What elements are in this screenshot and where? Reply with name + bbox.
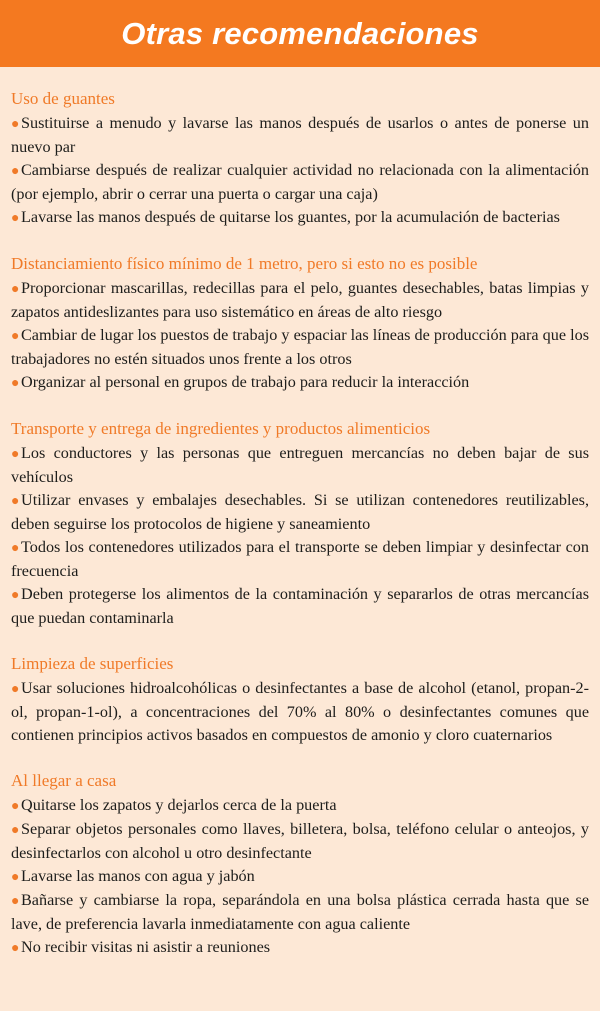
section-heading: Limpieza de superficies: [11, 654, 174, 673]
bullet-dot-icon: ●: [11, 799, 20, 814]
list-item-text: Los conductores y las personas que entreguen mercancías no deben bajar de sus vehículos: [11, 444, 589, 486]
list-item: [11, 865, 589, 889]
bullet-dot-icon: ●: [11, 447, 20, 462]
list-item: [11, 277, 589, 324]
list-item: [11, 159, 589, 206]
bullet-list: [11, 442, 589, 630]
bullet-list: [11, 794, 589, 960]
bullet-list: [11, 112, 589, 230]
bullet-dot-icon: ●: [11, 117, 20, 132]
section-heading: Uso de guantes: [11, 89, 115, 108]
list-item: [11, 442, 589, 489]
list-item: [11, 583, 589, 630]
section-heading: Transporte y entrega de ingredientes y productos alimenticios: [11, 419, 431, 438]
bullet-dot-icon: ●: [11, 211, 20, 226]
bullet-dot-icon: ●: [11, 164, 20, 179]
list-item-text: Lavarse las manos con agua y jabón: [21, 867, 255, 885]
list-item: [11, 371, 589, 395]
bullet-dot-icon: ●: [11, 541, 20, 556]
list-item-text: Cambiarse después de realizar cualquier actividad no relacionada con la alimentación (por ejemplo, abrir o cerrar una puerta o cargar una caja): [11, 161, 589, 203]
list-item-text: Quitarse los zapatos y dejarlos cerca de la puerta: [21, 796, 337, 814]
list-item: [11, 936, 589, 960]
bullet-dot-icon: ●: [11, 870, 20, 885]
list-item: [11, 818, 589, 865]
list-item-text: Separar objetos personales como llaves, billetera, bolsa, teléfono celular o anteojos, y desinfectarlos con alcohol u otro desinfectante: [11, 820, 589, 862]
bullet-dot-icon: ●: [11, 329, 20, 344]
list-item: [11, 794, 589, 818]
bullet-dot-icon: ●: [11, 894, 20, 909]
bullet-dot-icon: ●: [11, 282, 20, 297]
list-item: [11, 677, 589, 747]
list-item-text: Deben protegerse los alimentos de la contaminación y separarlos de otras mercancías que puedan contaminarla: [11, 585, 589, 627]
section-heading: Distanciamiento físico mínimo de 1 metro, pero si esto no es posible: [11, 254, 478, 273]
bullet-dot-icon: ●: [11, 588, 20, 603]
section-distancing: [11, 252, 589, 395]
list-item-text: Utilizar envases y embalajes desechables. Si se utilizan contenedores reutilizables, deben seguirse los protocolos de higiene y saneamiento: [11, 491, 589, 533]
section-transport: [11, 417, 589, 630]
list-item: [11, 536, 589, 583]
section-heading: Al llegar a casa: [11, 771, 117, 790]
title-banner: [0, 0, 600, 67]
list-item: [11, 206, 589, 230]
bullet-list: [11, 277, 589, 395]
list-item: [11, 889, 589, 936]
section-gloves: [11, 87, 589, 230]
list-item-text: Cambiar de lugar los puestos de trabajo y espaciar las líneas de producción para que los trabajadores no estén situados unos frente a los otros: [11, 326, 589, 368]
bullet-dot-icon: ●: [11, 494, 20, 509]
list-item-text: No recibir visitas ni asistir a reuniones: [21, 938, 271, 956]
bullet-dot-icon: ●: [11, 376, 20, 391]
bullet-dot-icon: ●: [11, 682, 20, 697]
bullet-dot-icon: ●: [11, 941, 20, 956]
list-item: [11, 489, 589, 536]
list-item-text: Usar soluciones hidroalcohólicas o desinfectantes a base de alcohol (etanol, propan-2-ol, propan-1-ol), a concentraciones del 70% al 80% o desinfectantes comunes que contienen principios activos basados en compuestos de amonio y cloro cuaternarios: [11, 679, 589, 744]
page-title: Otras recomendaciones: [121, 15, 479, 51]
section-surface-cleaning: [11, 652, 589, 747]
list-item-text: Organizar al personal en grupos de trabajo para reducir la interacción: [21, 373, 470, 391]
list-item-text: Bañarse y cambiarse la ropa, separándola en una bolsa plástica cerrada hasta que se lave, de preferencia lavarla inmediatamente con agua caliente: [11, 891, 589, 933]
list-item-text: Lavarse las manos después de quitarse los guantes, por la acumulación de bacterias: [21, 208, 560, 226]
content-area: [0, 67, 600, 960]
section-arriving-home: [11, 769, 589, 960]
bullet-list: [11, 677, 589, 747]
list-item: [11, 324, 589, 371]
bullet-dot-icon: ●: [11, 823, 20, 838]
list-item-text: Todos los contenedores utilizados para el transporte se deben limpiar y desinfectar con frecuencia: [11, 538, 589, 580]
list-item-text: Proporcionar mascarillas, redecillas para el pelo, guantes desechables, batas limpias y zapatos antideslizantes para uso sistemático en áreas de alto riesgo: [11, 279, 589, 321]
list-item-text: Sustituirse a menudo y lavarse las manos después de usarlos o antes de ponerse un nuevo par: [11, 114, 589, 156]
list-item: [11, 112, 589, 159]
